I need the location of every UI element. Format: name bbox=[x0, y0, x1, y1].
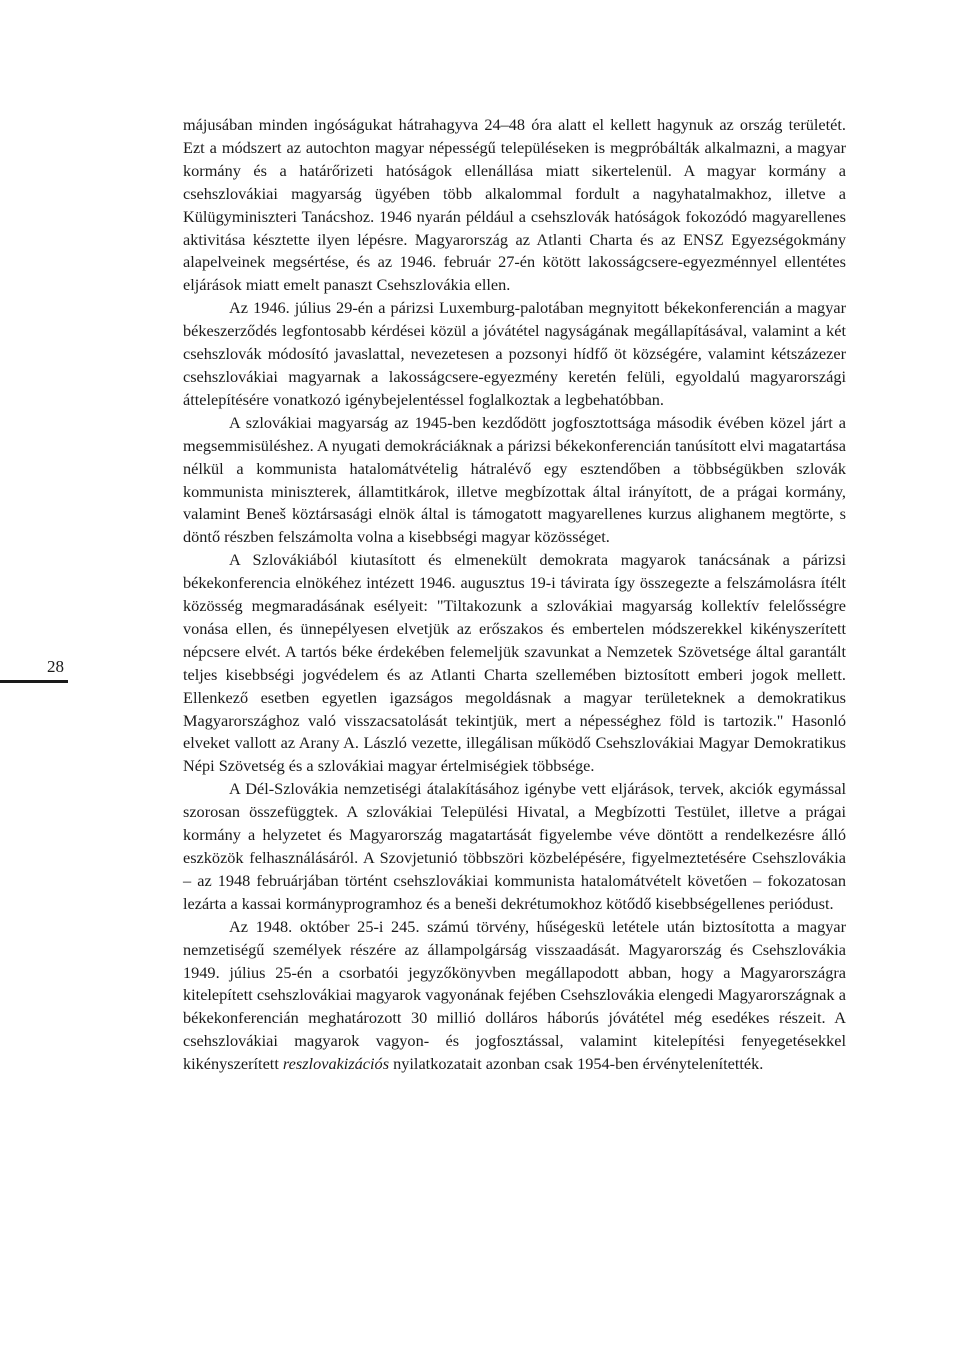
paragraph-5: A Dél-Szlovákia nemzetiségi átalakításához igénybe vett eljárások, tervek, akciók egymással szorosan összefüggtek. A szlovákiai Települési Hivatal, a Megbízotti Testület, illetve a prágai kormány a helyzetet és Magyarország magatartását figyelembe véve döntött a rendelkezésre álló eszközök felhasználásáról. A Szovjetunió többszöri közbelépésére, figyelmeztetésére Csehszlovákia – az 1948 februárjában történt csehszlovákiai kommunista hatalomátvételt követően – fokozatosan lezárta a kassai kormányprogramhoz és a beneši dekrétumokhoz kötődő kisebbségellenes periódust. bbox=[183, 779, 846, 913]
paragraph-3: A szlovákiai magyarság az 1945-ben kezdődött jogfosztottsága második évében közel járt a megsemmisüléshez. A nyugati demokráciáknak a párizsi békekonferencián tanúsított elvi magatartása nélkül a kommunista hatalomátvételig hátralévő egy esztendőben a többségükben szlovák kommunista miniszterek, államtitkárok, illetve megbízottak által irányított, de a prágai kormány, valamint Beneš köztársasági elnök által is támogatott magyarellenes kurzus alighanem megtörte, s döntő részben felszámolta volna a kisebbségi magyar közösséget. bbox=[183, 412, 846, 547]
page-number: 28 bbox=[47, 657, 64, 676]
paragraph-6-start: Az 1948. október 25-i 245. számú törvény, hűségeskü letétele után biztosította a magyar nemzetiségű személyek részére az állampolgárság visszaadását. Magyarország és Csehszlovákia 1949. július 25-én a csorbatói jegyzőkönyvben megállapodott abban, hogy a Magyarországra kitelepített csehszlovákiai magyarok vagyonának fejében Csehszlovákia elengedi Magyarországnak a békekonferencián meghatározott 30 millió dolláros háborús jóvátétel még esedékes részeit. A csehszlovákiai magyarok vagyon- és jogfosztással, valamint kitelepítési fenyegetésekkel kikényszerített bbox=[183, 916, 846, 1074]
body-text bbox=[183, 114, 846, 1076]
paragraph-4: A Szlovákiából kiutasított és elmenekült demokrata magyarok tanácsának a párizsi békekonferencia elnökéhez intézett 1946. augusztus 19-i távirata így összegezte a felszámolásra ítélt közösség megmaradásának esélyeit: "Tiltakozunk a szlovákiai magyarság kollektív felelősségre vonása ellen, és ünnepélyesen elvetjük az erőszakos és embertelen módszerekkel kikényszerített népcsere elvét. A tartós béke érdekében felemeljük szavunkat a Nemzetek Szövetsége által garantált teljes kisebbségi jogvédelem és az Atlanti Charta szellemében biztosított emberi jogok mellett. Ellenkező esetben egyetlen igazságos megoldásnak a magyar területeknek a demokratikus Magyarországhoz való visszacsatolását tekintjük, mert a népességhez föld is tartozik." Hasonló elveket vallott az Arany A. László vezette, illegálisan működő Csehszlovákiai Magyar Demokratikus Népi Szövetség és a szlovákiai magyar értelmiségiek többsége. bbox=[183, 550, 846, 776]
paragraph-6 bbox=[183, 916, 846, 1076]
paragraph-1: májusában minden ingóságukat hátrahagyva 24–48 óra alatt el kellett hagynuk az ország területét. Ezt a módszert az autochton magyar népességű településeken is megpróbálták alkalmazni, a magyar kormány és a határőrizeti hatóságok ellenállása miatt sikertelenül. A magyar kormány a csehszlovákiai magyarság ügyében több alkalommal fordult a nagyhatalmakhoz, illetve a Külügyminiszteri Tanácshoz. 1946 nyarán például a csehszlovák hatóságok fokozódó magyarellenes aktivitása késztette ilyen lépésre. Magyarország az Atlanti Charta és az ENSZ Egyezségokmány alapelveinek megsértése, és az 1946. február 27-én kötött lakosságcsere-egyezménnyel ellentétes eljárások miatt emelt panaszt Csehszlovákia ellen. bbox=[183, 115, 846, 295]
paragraph-6-end: nyilatkozatait azonban csak 1954-ben érvénytelenítették. bbox=[389, 1054, 764, 1074]
page-number-rule bbox=[0, 680, 68, 683]
italic-term: reszlovakizációs bbox=[282, 1054, 390, 1074]
paragraph-2: Az 1946. július 29-én a párizsi Luxemburg-palotában megnyitott békekonferencián a magyar békeszerződés legfontosabb kérdései közül a jóvátétel nagyságának megállapításával, valamint a két csehszlovák módosító javaslattal, nevezetesen a pozsonyi hídfő öt községére, valamint kétszázezer csehszlovákiai magyarnak a lakosságcsere-egyezmény keretén felüli, egyoldalú magyarországi áttelepítésére vonatkozó igénybejelentéssel foglalkoztak a legbehatóbban. bbox=[183, 298, 846, 409]
